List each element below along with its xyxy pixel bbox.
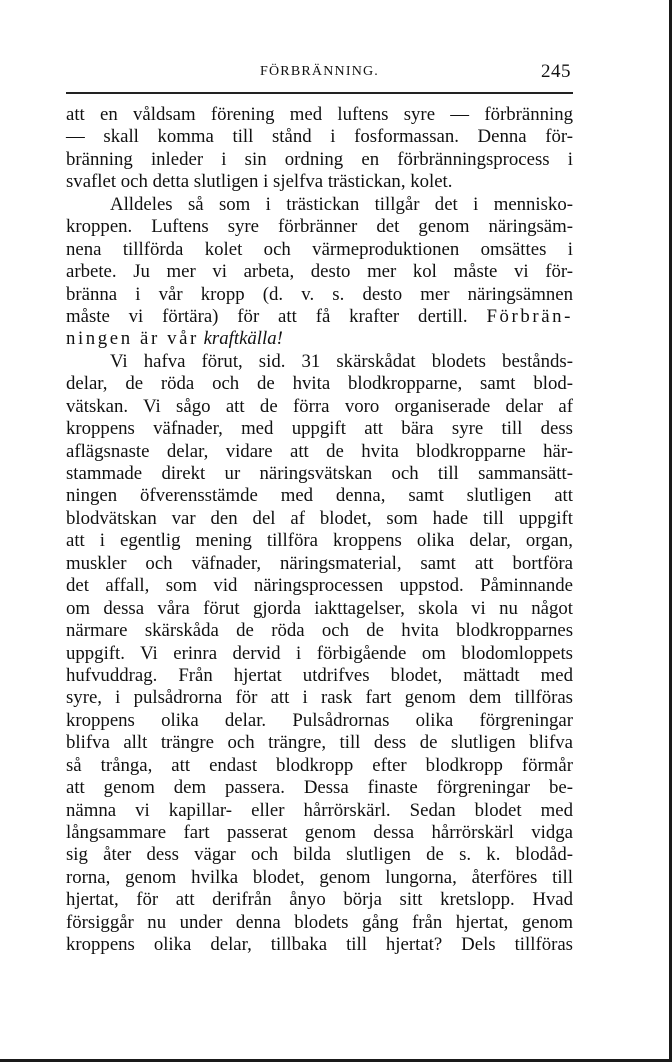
header-rule: [66, 92, 573, 94]
body-text: [66, 104, 573, 957]
text-line: kroppens väfnader, med uppgift att bära syre till dess: [66, 418, 573, 440]
text-line: långsammare fart passerat genom dessa hårrörskärl vidga: [66, 822, 573, 843]
text-line: bränning inleder i sin ordning en förbränningsprocess i: [66, 148, 573, 170]
text-line: kroppen. Luftens syre förbränner det genom näringsäm-: [66, 216, 573, 238]
text-line: hufvuddrag. Från hjertat utdrifves blodet, mättadt med: [66, 664, 573, 686]
page-header: [66, 61, 573, 87]
text-line: kroppens olika delar, tillbaka till hjertat? Dels tillföras: [66, 934, 573, 956]
text-line: [66, 328, 573, 350]
text-line: bränna i vår kropp (d. v. s. desto mer näringsämnen: [66, 283, 573, 305]
text-line: blifva allt trängre och trängre, till dess de slutligen blifva: [66, 732, 573, 754]
italic-emphasis: kraftkälla!: [203, 328, 283, 350]
paragraph-start-line: Vi hafva förut, sid. 31 skärskådat blodets bestånds-: [110, 350, 573, 372]
text-line: nena tillförda kolet och värmeproduktionen omsättes i: [66, 238, 573, 260]
text-line: svaflet och detta slutligen i sjelfva trästickan, kolet.: [66, 171, 453, 193]
text-line: vätskan. Vi sågo att de förra voro organiserade delar af: [66, 395, 573, 417]
text-line: [66, 306, 573, 328]
running-head: FÖRBRÄNNING.: [259, 64, 380, 79]
text-line: rorna, genom hvilka blodet, genom lungorna, återföres till: [66, 866, 573, 888]
text-line: det affall, som vid näringsprocessen uppstod. Påminnande: [66, 575, 573, 597]
text-line: nämna vi kapillar- eller hårrörskärl. Sedan blodet med: [66, 799, 573, 821]
text-segment: måste vi förtära) för att få krafter dertill.: [66, 305, 468, 327]
text-line: — skall komma till stånd i fosformassan. Denna för-: [66, 126, 573, 148]
text-line: ningen öfverensstämde med denna, samt slutligen att: [66, 485, 573, 507]
text-line: att en våldsam förening med luftens syre — förbränning: [66, 104, 573, 125]
text-line: muskler och väfnader, näringsmaterial, samt att bortföra: [66, 552, 573, 574]
text-line: arbete. Ju mer vi arbeta, desto mer kol måste vi för-: [66, 261, 573, 283]
text-line: hjertat, för att derifrån ånyo börja sitt kretslopp. Hvad: [66, 889, 573, 911]
text-line: så trånga, att endast blodkropp efter blodkropp förmår: [66, 754, 573, 776]
text-line: försiggår nu under denna blodets gång från hjertat, genom: [66, 911, 573, 933]
text-line: uppgift. Vi erinra dervid i förbigående om blodomloppets: [66, 642, 573, 664]
text-line: om dessa våra förut gjorda iakttagelser, skola vi nu något: [66, 597, 573, 619]
spaced-emphasis: Förbrän-: [486, 305, 574, 327]
text-line: blodvätskan var den del af blodet, som hade till uppgift: [66, 507, 573, 529]
text-line: sig åter dess vägar och bilda slutligen de s. k. blodåd-: [66, 844, 573, 866]
text-line: delar, de röda och de hvita blodkropparne, samt blod-: [66, 373, 573, 395]
text-line: kroppens olika delar. Pulsådrornas olika förgreningar: [66, 709, 573, 731]
text-line: att i egentlig mening tillföra kroppens olika delar, organ,: [66, 530, 573, 552]
text-line: att genom dem passera. Dessa finaste förgreningar be-: [66, 777, 573, 799]
page-number: 245: [541, 61, 571, 82]
text-line: syre, i pulsådrorna för att i rask fart genom dem tillföras: [66, 687, 573, 709]
text-line: stammade direkt ur näringsvätskan och till sammansätt-: [66, 463, 573, 484]
text-line: aflägsnaste delar, vidare att de hvita blodkropparne här-: [66, 440, 573, 462]
text-line: närmare skärskåda de röda och de hvita blodkropparnes: [66, 620, 573, 642]
spaced-emphasis: ningen är vår: [66, 328, 199, 350]
paragraph-start-line: Alldeles så som i trästickan tillgår det i mennisko-: [110, 193, 573, 215]
